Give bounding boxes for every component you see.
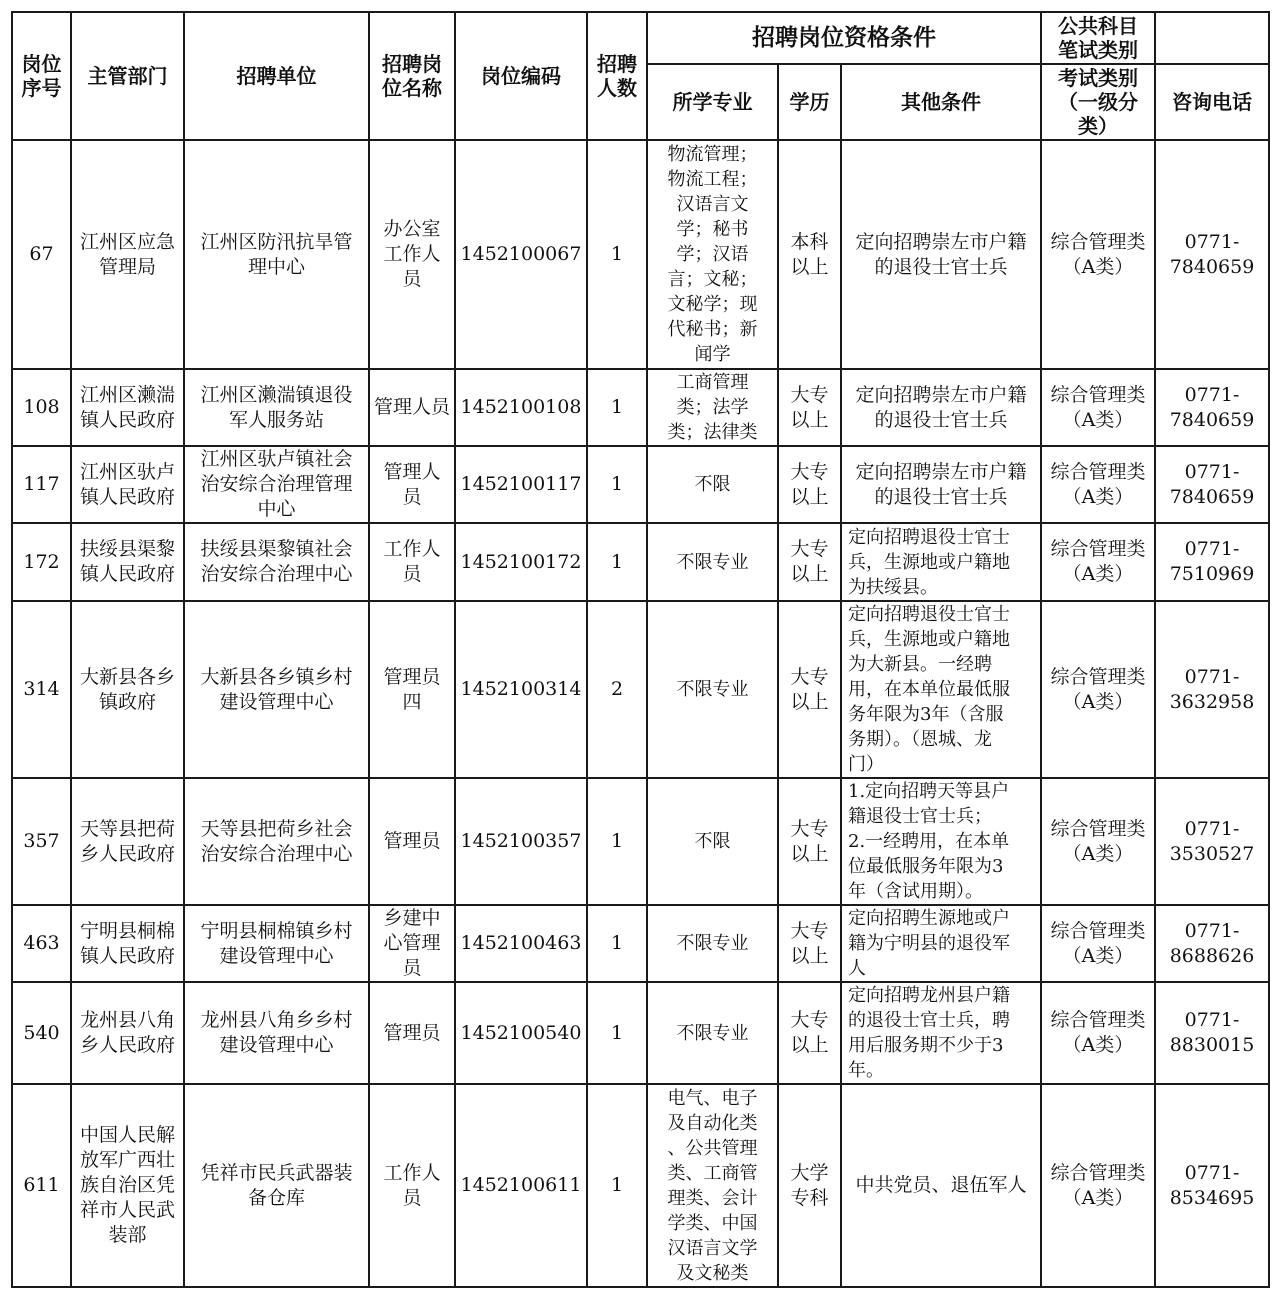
table-row bbox=[12, 601, 1269, 778]
table-row bbox=[12, 369, 1269, 446]
cell-other: 1.定向招聘天等县户 籍退役士官士兵； 2.一经聘用，在本单 位最低服务年限为3 年（含试用期）。 bbox=[841, 778, 1041, 905]
cell-code: 1452100314 bbox=[455, 601, 587, 778]
header-qualification: 招聘岗位资格条件 bbox=[647, 12, 1041, 64]
cell-phone: 0771- 3632958 bbox=[1155, 601, 1269, 778]
cell-seq: 108 bbox=[12, 369, 71, 446]
header-dept: 主管部门 bbox=[71, 12, 184, 140]
cell-exam: 综合管理类 （A类） bbox=[1041, 369, 1155, 446]
cell-post-name: 办公室 工作人 员 bbox=[369, 140, 455, 369]
header-phone-top bbox=[1155, 12, 1269, 64]
cell-other: 定向招聘龙州县户籍 的退役士官士兵，聘 用后服务期不少于3 年。 bbox=[841, 982, 1041, 1084]
cell-phone: 0771- 7840659 bbox=[1155, 446, 1269, 523]
cell-code: 1452100540 bbox=[455, 982, 587, 1084]
header-education: 学历 bbox=[778, 64, 841, 140]
cell-other: 定向招聘退役士官士 兵，生源地或户籍地 为大新县。一经聘 用，在本单位最低服 务年限为3年（含服 务期）。（恩城、龙 门） bbox=[841, 601, 1041, 778]
cell-code: 1452100611 bbox=[455, 1084, 587, 1287]
cell-major: 不限专业 bbox=[647, 523, 778, 601]
cell-phone: 0771- 7510969 bbox=[1155, 523, 1269, 601]
cell-phone: 0771- 8688626 bbox=[1155, 905, 1269, 982]
header-unit: 招聘单位 bbox=[184, 12, 369, 140]
cell-dept: 江州区应急 管理局 bbox=[71, 140, 184, 369]
cell-unit: 大新县各乡镇乡村 建设管理中心 bbox=[184, 601, 369, 778]
cell-education: 大专 以上 bbox=[778, 369, 841, 446]
cell-exam: 综合管理类 （A类） bbox=[1041, 1084, 1155, 1287]
header-phone: 咨询电话 bbox=[1155, 64, 1269, 140]
header-seq: 岗位 序号 bbox=[12, 12, 71, 140]
cell-count: 2 bbox=[587, 601, 647, 778]
cell-education: 大专 以上 bbox=[778, 905, 841, 982]
cell-education: 大专 以上 bbox=[778, 446, 841, 523]
cell-unit: 扶绥县渠黎镇社会 治安综合治理中心 bbox=[184, 523, 369, 601]
cell-post-name: 管理人员 bbox=[369, 369, 455, 446]
cell-other: 定向招聘退役士官士 兵，生源地或户籍地 为扶绥县。 bbox=[841, 523, 1041, 601]
cell-other: 定向招聘崇左市户籍 的退役士官士兵 bbox=[841, 446, 1041, 523]
table-header bbox=[12, 12, 1269, 140]
cell-major: 电气、电子 及自动化类 、公共管理 类、工商管 理类、会计 学类、中国 汉语言文学 及文秘类 bbox=[647, 1084, 778, 1287]
cell-dept: 龙州县八角 乡人民政府 bbox=[71, 982, 184, 1084]
cell-seq: 611 bbox=[12, 1084, 71, 1287]
table-row bbox=[12, 905, 1269, 982]
cell-unit: 江州区防汛抗旱管 理中心 bbox=[184, 140, 369, 369]
cell-count: 1 bbox=[587, 982, 647, 1084]
cell-major: 不限专业 bbox=[647, 905, 778, 982]
table-row bbox=[12, 140, 1269, 369]
cell-count: 1 bbox=[587, 778, 647, 905]
cell-education: 大专 以上 bbox=[778, 601, 841, 778]
cell-major: 不限专业 bbox=[647, 982, 778, 1084]
cell-dept: 江州区驮卢 镇人民政府 bbox=[71, 446, 184, 523]
cell-dept: 天等县把荷 乡人民政府 bbox=[71, 778, 184, 905]
cell-exam: 综合管理类 （A类） bbox=[1041, 523, 1155, 601]
cell-count: 1 bbox=[587, 523, 647, 601]
cell-count: 1 bbox=[587, 140, 647, 369]
cell-unit: 江州区驮卢镇社会 治安综合治理管理 中心 bbox=[184, 446, 369, 523]
cell-seq: 314 bbox=[12, 601, 71, 778]
header-exam-top: 公共科目 笔试类别 bbox=[1041, 12, 1155, 64]
cell-other: 定向招聘崇左市户籍 的退役士官士兵 bbox=[841, 140, 1041, 369]
cell-education: 大专 以上 bbox=[778, 523, 841, 601]
cell-major: 不限专业 bbox=[647, 601, 778, 778]
cell-post-name: 管理人 员 bbox=[369, 446, 455, 523]
cell-other: 定向招聘崇左市户籍 的退役士官士兵 bbox=[841, 369, 1041, 446]
cell-phone: 0771- 7840659 bbox=[1155, 140, 1269, 369]
table-row bbox=[12, 982, 1269, 1084]
cell-phone: 0771- 3530527 bbox=[1155, 778, 1269, 905]
cell-exam: 综合管理类 （A类） bbox=[1041, 778, 1155, 905]
cell-post-name: 管理员 四 bbox=[369, 601, 455, 778]
table-body bbox=[12, 140, 1269, 1287]
cell-exam: 综合管理类 （A类） bbox=[1041, 601, 1155, 778]
cell-post-name: 工作人 员 bbox=[369, 523, 455, 601]
header-major: 所学专业 bbox=[647, 64, 778, 140]
table-row bbox=[12, 523, 1269, 601]
cell-post-name: 乡建中 心管理 员 bbox=[369, 905, 455, 982]
cell-code: 1452100067 bbox=[455, 140, 587, 369]
cell-unit: 凭祥市民兵武器装 备仓库 bbox=[184, 1084, 369, 1287]
cell-unit: 天等县把荷乡社会 治安综合治理中心 bbox=[184, 778, 369, 905]
cell-post-name: 管理员 bbox=[369, 778, 455, 905]
cell-count: 1 bbox=[587, 369, 647, 446]
cell-dept: 中国人民解 放军广西壮 族自治区凭 祥市人民武 装部 bbox=[71, 1084, 184, 1287]
cell-dept: 扶绥县渠黎 镇人民政府 bbox=[71, 523, 184, 601]
cell-other: 中共党员、退伍军人 bbox=[841, 1084, 1041, 1287]
cell-seq: 463 bbox=[12, 905, 71, 982]
header-exam-sub: 考试类别 （一级分 类） bbox=[1041, 64, 1155, 140]
cell-exam: 综合管理类 （A类） bbox=[1041, 140, 1155, 369]
cell-major: 物流管理； 物流工程； 汉语言文 学；秘书 学；汉语 言；文秘； 文秘学；现 代秘书；新 闻学 bbox=[647, 140, 778, 369]
cell-code: 1452100108 bbox=[455, 369, 587, 446]
cell-phone: 0771- 8534695 bbox=[1155, 1084, 1269, 1287]
cell-major: 不限 bbox=[647, 778, 778, 905]
header-count: 招聘 人数 bbox=[587, 12, 647, 140]
cell-seq: 172 bbox=[12, 523, 71, 601]
cell-other: 定向招聘生源地或户 籍为宁明县的退役军 人 bbox=[841, 905, 1041, 982]
header-other: 其他条件 bbox=[841, 64, 1041, 140]
header-post-name: 招聘岗 位名称 bbox=[369, 12, 455, 140]
cell-code: 1452100117 bbox=[455, 446, 587, 523]
cell-major: 工商管理 类；法学 类；法律类 bbox=[647, 369, 778, 446]
cell-dept: 宁明县桐棉 镇人民政府 bbox=[71, 905, 184, 982]
cell-dept: 江州区濑湍 镇人民政府 bbox=[71, 369, 184, 446]
table-row bbox=[12, 446, 1269, 523]
cell-education: 大专 以上 bbox=[778, 778, 841, 905]
cell-post-name: 管理员 bbox=[369, 982, 455, 1084]
cell-education: 本科 以上 bbox=[778, 140, 841, 369]
cell-count: 1 bbox=[587, 905, 647, 982]
cell-phone: 0771- 7840659 bbox=[1155, 369, 1269, 446]
cell-education: 大专 以上 bbox=[778, 982, 841, 1084]
cell-phone: 0771- 8830015 bbox=[1155, 982, 1269, 1084]
cell-code: 1452100172 bbox=[455, 523, 587, 601]
cell-code: 1452100357 bbox=[455, 778, 587, 905]
cell-count: 1 bbox=[587, 446, 647, 523]
cell-code: 1452100463 bbox=[455, 905, 587, 982]
table-row bbox=[12, 778, 1269, 905]
cell-unit: 江州区濑湍镇退役 军人服务站 bbox=[184, 369, 369, 446]
cell-exam: 综合管理类 （A类） bbox=[1041, 905, 1155, 982]
cell-education: 大学 专科 bbox=[778, 1084, 841, 1287]
cell-unit: 龙州县八角乡乡村 建设管理中心 bbox=[184, 982, 369, 1084]
cell-dept: 大新县各乡 镇政府 bbox=[71, 601, 184, 778]
cell-seq: 117 bbox=[12, 446, 71, 523]
table-row bbox=[12, 1084, 1269, 1287]
header-post-code: 岗位编码 bbox=[455, 12, 587, 140]
cell-post-name: 工作人 员 bbox=[369, 1084, 455, 1287]
cell-exam: 综合管理类 （A类） bbox=[1041, 982, 1155, 1084]
cell-seq: 357 bbox=[12, 778, 71, 905]
cell-exam: 综合管理类 （A类） bbox=[1041, 446, 1155, 523]
cell-count: 1 bbox=[587, 1084, 647, 1287]
cell-seq: 540 bbox=[12, 982, 71, 1084]
cell-unit: 宁明县桐棉镇乡村 建设管理中心 bbox=[184, 905, 369, 982]
cell-major: 不限 bbox=[647, 446, 778, 523]
recruitment-table bbox=[11, 11, 1270, 1288]
cell-seq: 67 bbox=[12, 140, 71, 369]
